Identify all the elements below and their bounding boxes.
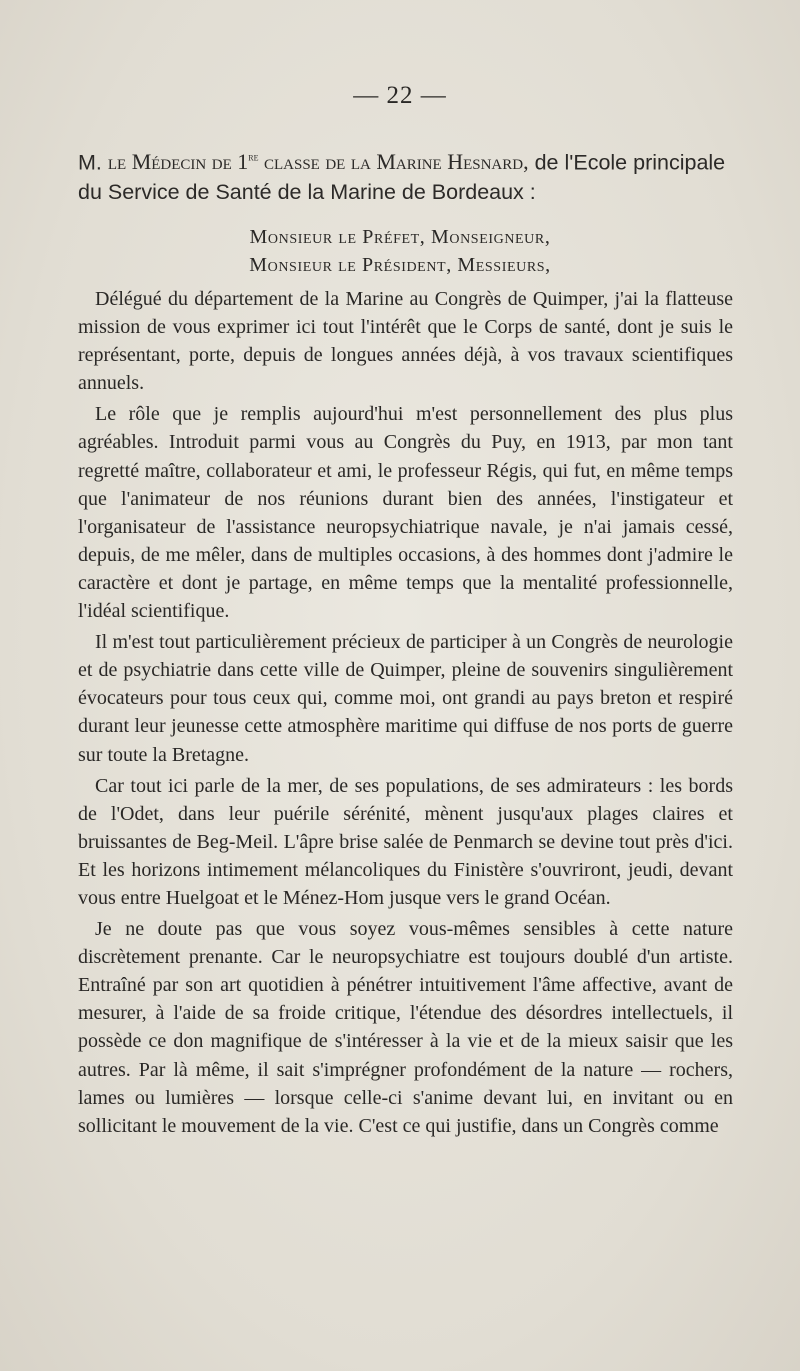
speaker-role-part-a: le Médecin de 1 — [107, 149, 249, 175]
speaker-role — [108, 149, 529, 174]
paragraph: Il m'est tout particulièrement précieux de participer à un Congrès de neurologie et de psychiatrie dans cette ville de Quimper, pleine de souvenirs singulièrement évocateurs pour tous ceux qui, comme moi, ont grandi au pays breton et respiré durant leur jeunesse cette atmosphère maritime qui diffuse de nos ports de guerre sur toute la Bretagne. — [78, 631, 733, 766]
paragraph: Délégué du département de la Marine au Congrès de Quimper, j'ai la flatteuse mission de vous exprimer ici tout l'intérêt que le Corps de santé, dont je suis le représentant, porte, depuis de longues années déjà, à vos travaux scientifiques annuels. — [78, 288, 733, 395]
address-line-2: Monsieur le Président, Messieurs, — [249, 254, 551, 276]
speaker-role-superscript: re — [248, 152, 259, 164]
paragraph: Le rôle que je remplis aujourd'hui m'est personnellement des plus plus agréables. Introduit parmi vous au Congrès du Puy, en 1913, par mon tant regretté maître, collaborateur et ami, le professeur Régis, qui fut, en même temps que l'animateur de nos réunions durant bien des années, l'instigateur et l'organisateur de l'assistance neuropsychiatrique navale, je n'ai jamais cessé, depuis, de me mêler, dans de multiples occasions, à des hommes dont j'admire le caractère et dont je partage, en même temps que la mentalité professionnelle, l'idéal scientifique. — [78, 403, 733, 623]
page-number: — 22 — — [353, 82, 447, 109]
speaker-affiliation: de l'Ecole principale du Service de Santé de la Marine de Bordeaux : — [78, 150, 726, 205]
address-line-1: Monsieur le Préfet, Monseigneur, — [249, 226, 551, 248]
speaker-heading — [78, 143, 733, 207]
speaker-prefix: M. — [78, 150, 102, 175]
speaker-role-part-b: classe de la Marine Hesnard, — [263, 149, 529, 175]
paragraph: Je ne doute pas que vous soyez vous-mêmes sensibles à cette nature discrètement prenante. Car le neuropsychiatre est toujours doublé d'un artiste. Entraîné par son art quotidien à pénétrer intuitivement l'âme affective, avant de mesurer, à l'aide de sa froide critique, l'étendue des désordres intellectuels, il possède ce don magnifique de s'intéresser à la vie et de la mieux saisir que les autres. Par là même, il sait s'imprégner profondément de la nature — rochers, lames ou lumières — lorsque celle-ci s'anime devant lui, en invitant ou en sollicitant le mouvement de la vie. C'est ce qui justifie, dans un Congrès comme — [78, 918, 733, 1137]
paragraph: Car tout ici parle de la mer, de ses populations, de ses admirateurs : les bords de l'Odet, dans leur puérile sérénité, mènent jusqu'aux plages claires et bruissantes de Beg-Meil. L'âpre brise salée de Penmarch se devine tout près d'ici. Et les horizons intimement mélancoliques du Finistère s'ouvriront, jeudi, devant vous entre Huelgoat et le Ménez-Hom jusque vers le grand Océan. — [78, 774, 733, 909]
body-text — [78, 285, 733, 1143]
